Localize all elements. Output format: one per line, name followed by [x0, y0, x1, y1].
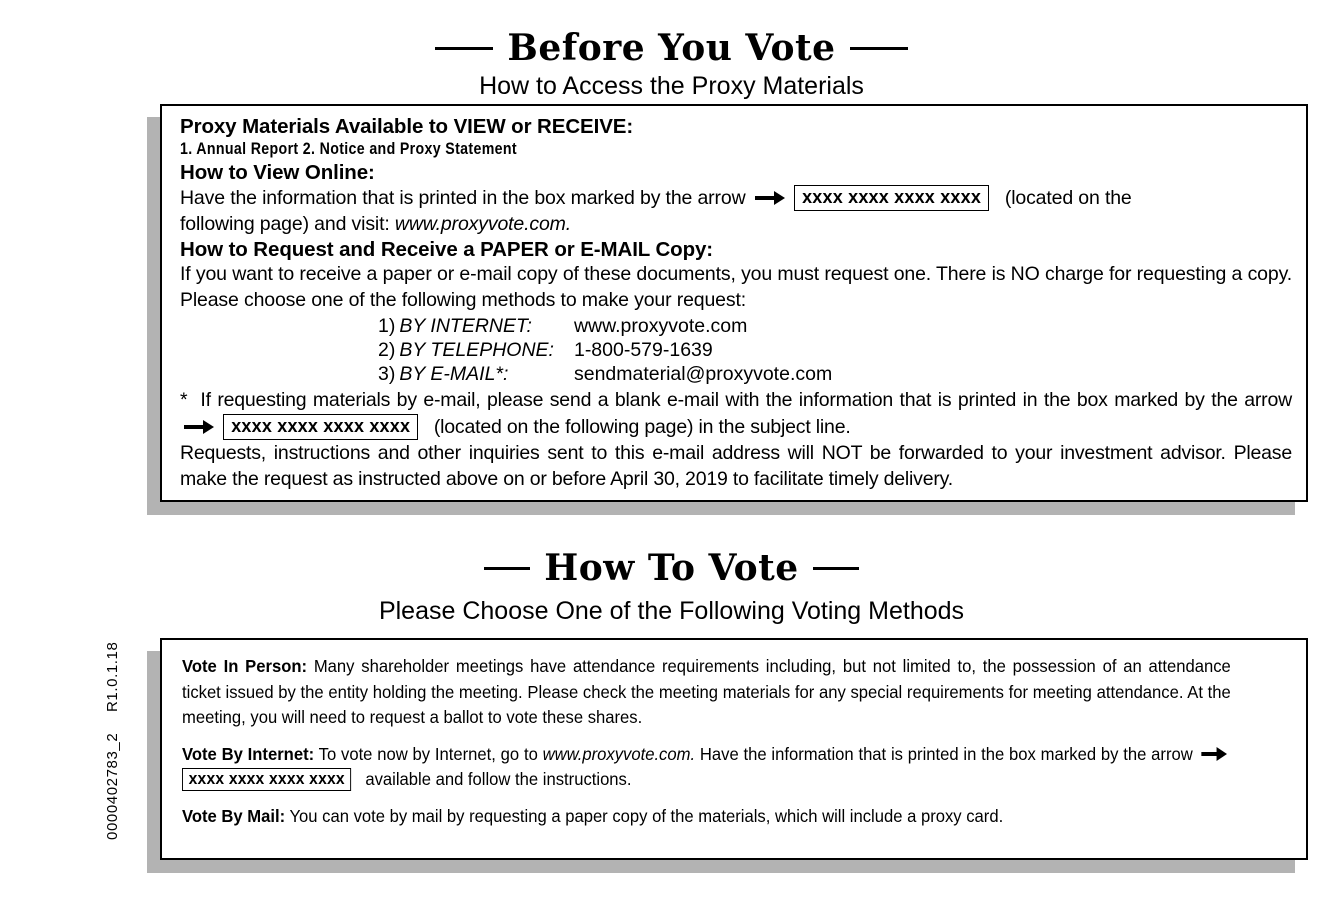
email-forwarding-notice: Requests, instructions and other inquiries sent to this e-mail address will NOT be forwarded to your investment advisor. Please make the request as instructed above on or before April 30, 2019 to facilitate timely delivery.: [180, 442, 1292, 490]
view-online-text-3: following page) and visit:: [180, 212, 390, 235]
method-label-3: BY E-MAIL*:: [399, 363, 509, 385]
method-value-internet[interactable]: www.proxyvote.com: [573, 315, 748, 337]
method-number-3: 3): [378, 363, 396, 385]
vote-by-internet-lead: Vote By Internet:: [182, 743, 315, 764]
vote-by-internet-text-2: Have the information that is printed in the box marked by the arrow: [695, 743, 1193, 764]
vote-by-internet-text-1: To vote now by Internet, go to: [314, 743, 543, 764]
available-items: 1. Annual Report 2. Notice and Proxy Statement: [180, 140, 518, 158]
control-number-box-footnote: xxxx xxxx xxxx xxxx: [223, 414, 418, 440]
heading-dash-right-icon: [850, 47, 908, 50]
method-row-email: [378, 362, 832, 386]
before-you-vote-title-row: [0, 28, 1343, 68]
before-you-vote-heading: [0, 28, 1343, 102]
arrow-right-icon-footnote: [184, 420, 214, 434]
document-id-label: 0000402783_2: [104, 732, 121, 840]
view-online-url[interactable]: www.proxyvote.com.: [394, 212, 572, 235]
view-online-heading: How to View Online:: [180, 161, 375, 184]
vote-by-internet-text-3: available and follow the instructions.: [365, 769, 632, 789]
footnote-text-1: If requesting materials by e-mail, please send a blank e-mail with the information that is printed in the box marked by the arrow: [200, 389, 1292, 411]
control-number-box: xxxx xxxx xxxx xxxx: [794, 185, 989, 211]
arrow-right-icon-vote: [1201, 747, 1227, 761]
method-label-2: BY TELEPHONE:: [399, 339, 554, 361]
method-number-1: 1): [378, 315, 396, 337]
how-to-vote-title-row: [0, 548, 1343, 588]
vote-in-person-paragraph: [182, 654, 1231, 731]
view-online-text-2: (located on the: [1004, 187, 1132, 209]
vote-by-mail-lead: Vote By Mail:: [182, 805, 286, 826]
vote-in-person-text: Many shareholder meetings have attendance requirements including, but not limited to, the possession of an attendance ticket issued by the entity holding the meeting. Please check the meeting materials for any special requirements for meeting attendance. At the meeting, you will need to request a ballot to vote these shares.: [182, 656, 1231, 727]
vote-in-person-lead: Vote In Person:: [182, 656, 308, 676]
request-methods-list: [378, 314, 1292, 386]
email-footnote-paragraph: [180, 388, 1292, 440]
arrow-right-icon: [755, 191, 785, 205]
revision-label: R1.0.1.18: [104, 641, 121, 712]
vote-by-internet-paragraph: [182, 742, 1231, 793]
before-you-vote-subtitle: How to Access the Proxy Materials: [479, 72, 864, 100]
how-to-vote-subtitle: Please Choose One of the Following Voting Methods: [378, 597, 965, 625]
view-online-paragraph: [180, 185, 1292, 237]
vote-by-mail-paragraph: [182, 804, 1231, 830]
view-online-text-1: Have the information that is printed in the box marked by the arrow: [180, 187, 746, 209]
how-to-vote-heading: [0, 548, 1343, 628]
how-to-vote-box: [160, 638, 1308, 860]
heading-dash-left-icon: [435, 47, 493, 50]
control-number-box-vote: xxxx xxxx xxxx xxxx: [182, 768, 351, 791]
method-value-email[interactable]: sendmaterial@proxyvote.com: [573, 363, 833, 385]
before-you-vote-title: Before You Vote: [507, 27, 836, 69]
heading-dash-right-icon-2: [813, 567, 859, 570]
how-to-vote-title: How To Vote: [544, 547, 799, 589]
request-paragraph: If you want to receive a paper or e-mail copy of these documents, you must request one. There is NO charge for requesting a copy. Please choose one of the following methods to make your request:: [180, 263, 1292, 311]
footnote-text-2: (located on the following page) in the subject line.: [433, 415, 851, 438]
footnote-marker: *: [180, 389, 188, 411]
method-value-telephone[interactable]: 1-800-579-1639: [573, 339, 713, 361]
request-heading: How to Request and Receive a PAPER or E-MAIL Copy:: [180, 238, 714, 261]
method-label-1: BY INTERNET:: [399, 315, 532, 337]
method-number-2: 2): [378, 339, 396, 361]
vote-by-mail-text: You can vote by mail by requesting a paper copy of the materials, which will include a proxy card.: [285, 805, 1004, 826]
method-row-telephone: [378, 338, 832, 362]
method-row-internet: [378, 314, 832, 338]
heading-dash-left-icon-2: [484, 567, 530, 570]
available-heading: Proxy Materials Available to VIEW or RECEIVE:: [180, 115, 634, 138]
proxy-materials-access-box: [160, 104, 1308, 502]
vote-by-internet-url[interactable]: www.proxyvote.com.: [542, 743, 696, 764]
